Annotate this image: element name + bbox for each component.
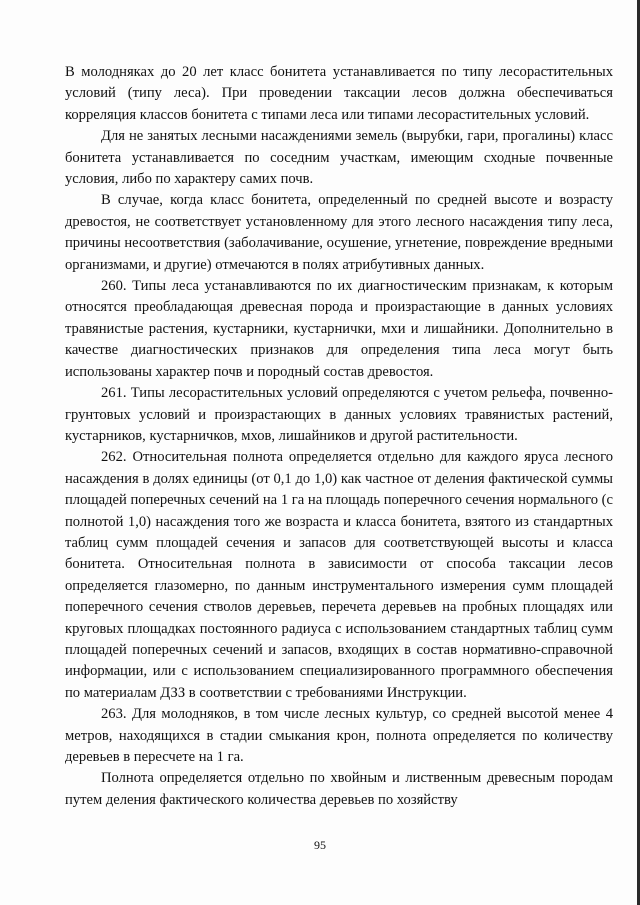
paragraph-molodnyaki: В молодняках до 20 лет класс бонитета устанавливается по типу лесорастительных условий (типу леса). При проведении таксации лесов должна обеспечиваться корреляция классов бонитета с типами леса или типами лесорастительных условий. xyxy=(65,64,613,123)
paragraph-260: 260. Типы леса устанавливаются по их диагностическим признакам, к которым относятся преобладающая древесная порода и произрастающие в данных условиях травянистые растения, кустарники, кустарнички, мхи и лишайники. Дополнительно в качестве диагностических признаков для определения типа леса могут быть использованы характер почв и породный состав древостоя. xyxy=(65,278,613,380)
paragraph-v-sluchae: В случае, когда класс бонитета, определенный по средней высоте и возрасту древостоя, не соответствует установленному для этого лесного насаждения типу леса, причины несоответствия (заболачивание, осушение, угнетение, повреждение вредными организмами, и другие) отмечаются в полях атрибутивных данных. xyxy=(65,192,613,273)
paragraph-261: 261. Типы лесорастительных условий определяются с учетом рельефа, почвенно-грунтовых условий и произрастающих в данных условиях травянистых растений, кустарников, кустарничков, мхов, лишайников и другой растительности. xyxy=(65,385,613,444)
paragraph-262: 262. Относительная полнота определяется отдельно для каждого яруса лесного насаждения в долях единицы (от 0,1 до 1,0) как частное от деления фактической суммы площадей поперечных сечений на 1 га на площадь поперечного сечения нормального (с полнотой 1,0) насаждения того же возраста и класса бонитета, взятого из стандартных таблиц сумм площадей сечения и запасов для соответствующей высоты и класса бонитета. Относительная полнота в зависимости от способа таксации лесов определяется глазомерно, по данным инструментального измерения сумм площадей поперечного сечения стволов деревьев, перечета деревьев на пробных площадях или круговых площадках постоянного радиуса с использованием стандартных таблиц сумм площадей поперечных сечений и запасов, входящих в состав нормативно-справочной информации, или с использованием специализированного программного обеспечения по материалам ДЗЗ в соответствии с требованиями Инструкции. xyxy=(65,449,613,701)
paragraph-ne-zanyatyh: Для не занятых лесными насаждениями земель (вырубки, гари, прогалины) класс бонитета устанавливается по соседним участкам, имеющим сходные почвенные условия, либо по характеру самих почв. xyxy=(65,128,613,188)
paragraph-polnota: Полнота определяется отдельно по хвойным и лиственным древесным породам путем деления фактического количества деревьев по хозяйству xyxy=(65,770,613,808)
body-text xyxy=(65,62,613,811)
page-number: 95 xyxy=(314,838,326,852)
paragraph-263: 263. Для молодняков, в том числе лесных культур, со средней высотой менее 4 метров, находящихся в стадии смыкания крон, полнота определяется по количеству деревьев в пересчете на 1 га. xyxy=(65,706,613,765)
